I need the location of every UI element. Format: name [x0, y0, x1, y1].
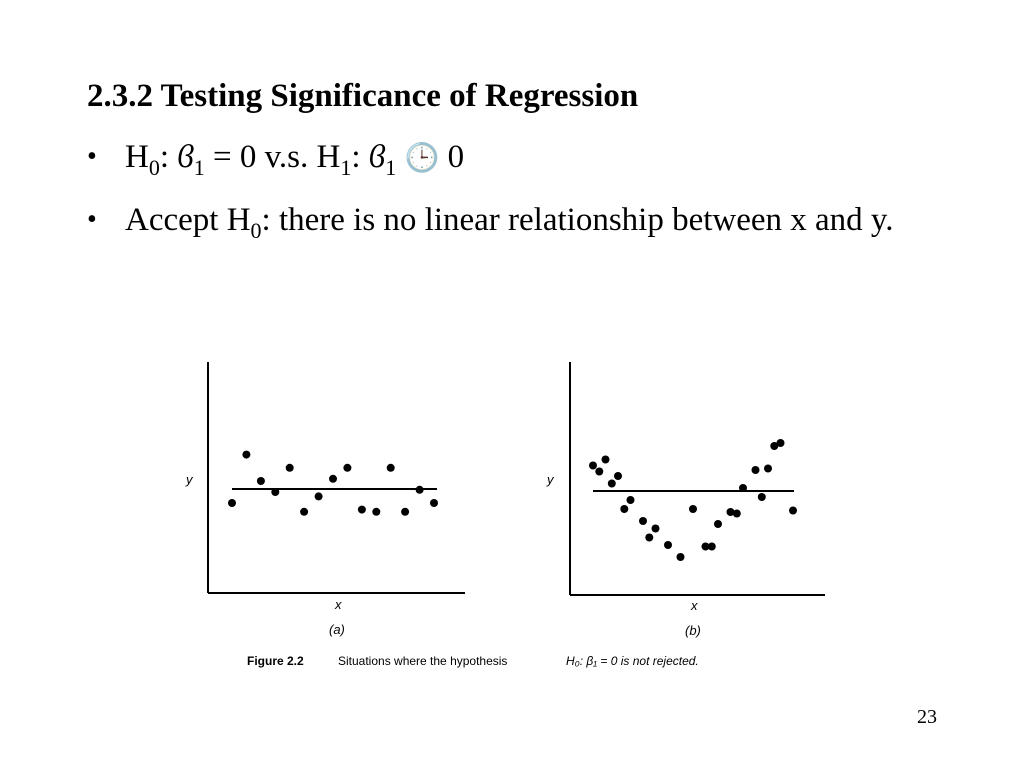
scatter-point — [639, 517, 647, 525]
scatter-point — [739, 484, 747, 492]
panel-a-xlabel: x — [335, 597, 342, 612]
scatter-point — [286, 464, 294, 472]
not-equal-icon: 🕒 — [404, 143, 440, 174]
scatter-point — [689, 505, 697, 513]
beta-symbol: ϐ — [177, 139, 194, 175]
accept-rest-text: : there is no linear relationship between x and y. — [261, 202, 894, 238]
panel-b-points — [589, 439, 797, 561]
bullet-hypotheses — [87, 135, 967, 190]
scatter-point — [329, 475, 337, 483]
beta-subscript: 1 — [193, 155, 205, 180]
h0-symbol: H — [125, 139, 149, 175]
zero-value: 0 — [447, 139, 465, 175]
page-number: 23 — [917, 706, 937, 728]
scatter-point — [387, 464, 395, 472]
scatter-point — [677, 553, 685, 561]
scatter-point — [271, 488, 279, 496]
h1-subscript: 1 — [340, 155, 352, 180]
scatter-point — [430, 499, 438, 507]
bullet-accept — [87, 198, 967, 253]
scatter-point — [777, 439, 785, 447]
scatter-point — [708, 543, 716, 551]
panel-a-label: (a) — [329, 622, 345, 637]
scatter-point — [645, 534, 653, 542]
scatter-point — [752, 466, 760, 474]
panel-b-xlabel: x — [691, 598, 698, 613]
scatter-point — [714, 520, 722, 528]
panel-b — [546, 362, 825, 638]
scatter-point — [343, 464, 351, 472]
equals-vs-text: = 0 v.s. H — [204, 139, 341, 175]
scatter-point — [358, 506, 366, 514]
scatter-point — [242, 451, 250, 459]
scatter-point — [652, 525, 660, 533]
beta-subscript: 1 — [385, 155, 397, 180]
panel-b-ylabel: y — [547, 472, 554, 487]
scatter-figure — [170, 350, 850, 680]
scatter-point — [300, 508, 308, 516]
figure-caption-text: Situations where the hypothesis — [338, 654, 508, 668]
scatter-point — [372, 508, 380, 516]
scatter-point — [608, 480, 616, 488]
slide-title: 2.3.2 Testing Significance of Regression — [87, 78, 639, 114]
figure-caption-label: Figure 2.2 — [247, 654, 304, 668]
beta-symbol: ϐ — [368, 139, 386, 175]
bullet-marker: • — [87, 141, 97, 172]
scatter-point — [595, 468, 603, 476]
scatter-point — [602, 456, 610, 464]
scatter-point — [614, 472, 622, 480]
scatter-point — [589, 462, 597, 470]
scatter-point — [758, 493, 766, 501]
scatter-point — [627, 496, 635, 504]
colon: : — [159, 139, 170, 175]
accept-text: Accept H — [125, 202, 251, 238]
panel-a-ylabel: y — [186, 472, 193, 487]
colon: : — [351, 139, 361, 175]
scatter-point — [664, 541, 672, 549]
figure-caption-math: H₀: β₁ = 0 is not rejected. — [566, 654, 699, 668]
scatter-point — [401, 508, 409, 516]
scatter-point — [416, 486, 424, 494]
scatter-point — [620, 505, 628, 513]
h0-subscript: 0 — [148, 155, 160, 180]
panel-a — [185, 362, 465, 637]
bullet-marker: • — [87, 204, 97, 235]
bullet-list — [87, 135, 967, 261]
scatter-point — [228, 499, 236, 507]
scatter-point — [315, 492, 323, 500]
panel-a-points — [228, 451, 438, 516]
scatter-point — [764, 465, 772, 473]
scatter-point — [733, 510, 741, 518]
h0-subscript: 0 — [250, 218, 262, 243]
scatter-point — [257, 477, 265, 485]
panel-b-label: (b) — [685, 623, 701, 638]
scatter-point — [789, 507, 797, 515]
